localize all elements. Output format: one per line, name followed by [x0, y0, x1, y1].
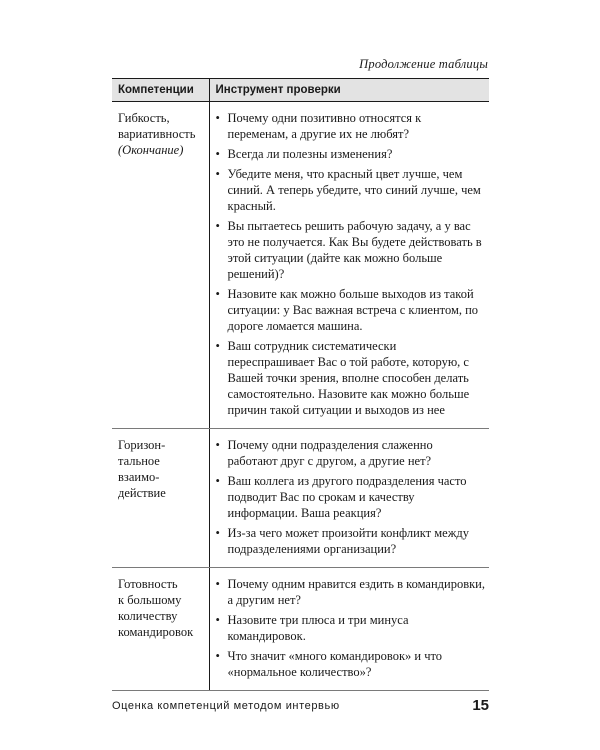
competency-name-line: командировок — [118, 625, 194, 639]
competency-note: (Окончание) — [118, 143, 184, 157]
page-footer — [112, 697, 489, 717]
bullet-icon: • — [215, 649, 220, 663]
list-item — [216, 338, 486, 418]
header-competency: Компетенции — [112, 79, 209, 102]
competency-cell — [112, 568, 209, 691]
bullet-icon: • — [215, 526, 220, 540]
bullet-icon: • — [215, 613, 220, 627]
question-list — [216, 576, 486, 680]
question-list — [216, 110, 486, 418]
question-text: Что значит «много командировок» и что «нормальное количество»? — [227, 649, 443, 679]
list-item — [216, 525, 486, 557]
bullet-icon: • — [215, 287, 220, 301]
question-text: Почему одни подразделения слаженно работают друг с другом, а другие нет? — [227, 438, 433, 468]
competency-name-line: Готовность — [118, 577, 178, 591]
bullet-icon: • — [215, 577, 220, 591]
list-item — [216, 473, 486, 521]
question-text: Из-за чего может произойти конфликт между подразделениями организации? — [227, 526, 469, 556]
competency-name-line: Гибкость, — [118, 111, 170, 125]
list-item — [216, 612, 486, 644]
table-header-row — [112, 79, 489, 102]
bullet-icon: • — [215, 474, 220, 488]
competency-name-line: вариативность — [118, 127, 196, 141]
bullet-icon: • — [215, 167, 220, 181]
competency-name-line: действие — [118, 486, 166, 500]
table-row — [112, 429, 489, 568]
questions-cell — [209, 429, 489, 568]
competency-name-line: Горизон- — [118, 438, 166, 452]
question-text: Вы пытаетесь решить рабочую задачу, а у вас это не получается. Как Вы будете действовать в этой ситуации (дайте как можно больше решений)? — [227, 219, 482, 281]
list-item — [216, 286, 486, 334]
competency-cell — [112, 102, 209, 429]
competency-name-line: к большому — [118, 593, 182, 607]
table-row — [112, 102, 489, 429]
competency-cell — [112, 429, 209, 568]
competency-table — [112, 78, 489, 691]
questions-cell — [209, 568, 489, 691]
page-number: 15 — [472, 697, 489, 714]
list-item — [216, 110, 486, 142]
table-row — [112, 568, 489, 691]
list-item — [216, 146, 486, 162]
question-text: Назовите как можно больше выходов из такой ситуации: у Вас важная встреча с клиентом, по дороге ломается машина. — [227, 287, 479, 333]
list-item — [216, 648, 486, 680]
list-item — [216, 437, 486, 469]
bullet-icon: • — [215, 111, 220, 125]
header-tool: Инструмент проверки — [209, 79, 489, 102]
bullet-icon: • — [215, 219, 220, 233]
question-text: Убедите меня, что красный цвет лучше, чем синий. А теперь убедите, что синий лучше, чем красный. — [227, 167, 481, 213]
continuation-label: Продолжение таблицы — [359, 57, 488, 71]
running-footer-title: Оценка компетенций методом интервью — [112, 700, 340, 712]
question-list — [216, 437, 486, 557]
questions-cell — [209, 102, 489, 429]
bullet-icon: • — [215, 438, 220, 452]
competency-name-line: взаимо- — [118, 470, 160, 484]
question-text: Почему одни позитивно относятся к переменам, а другие их не любят? — [227, 111, 422, 141]
question-text: Ваш сотрудник систематически переспрашивает Вас о той работе, которую, с Вашей точки зрения, вполне способен делать самостоятельно. Назовите как можно больше причин такой ситуации и выходов из нее — [227, 339, 470, 417]
list-item — [216, 576, 486, 608]
question-text: Почему одним нравится ездить в командировки, а другим нет? — [227, 577, 485, 607]
list-item — [216, 166, 486, 214]
question-text: Назовите три плюса и три минуса командировок. — [227, 613, 409, 643]
bullet-icon: • — [215, 339, 220, 353]
question-text: Всегда ли полезны изменения? — [227, 147, 393, 161]
question-text: Ваш коллега из другого подразделения часто подводит Вас по срокам и качеству информации. Ваша реакция? — [227, 474, 467, 520]
competency-name-line: количеству — [118, 609, 178, 623]
bullet-icon: • — [215, 147, 220, 161]
competency-name-line: тальное — [118, 454, 160, 468]
list-item — [216, 218, 486, 282]
